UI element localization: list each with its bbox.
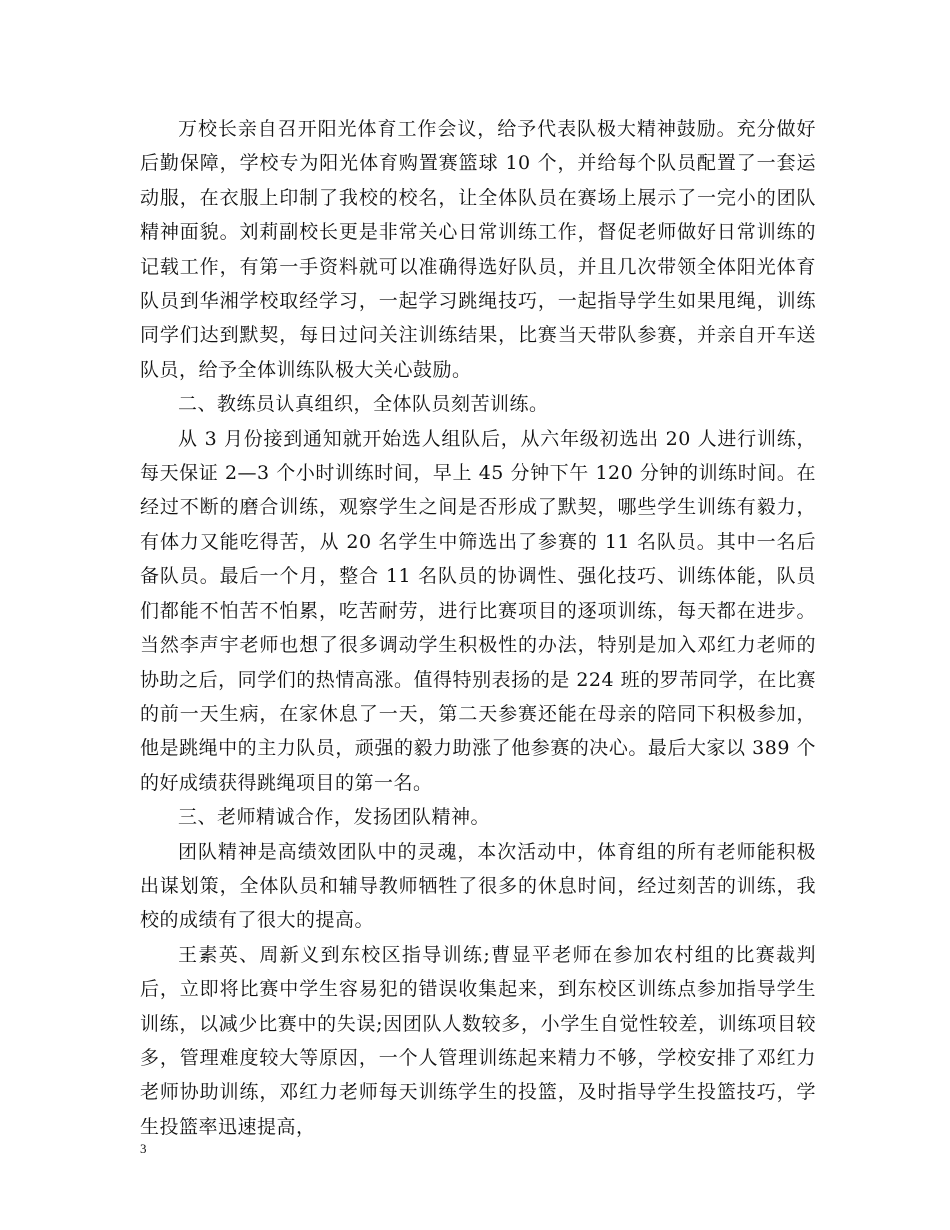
- page-number: 3: [140, 1141, 147, 1156]
- paragraph-team-training: 从 3 月份接到通知就开始选人组队后，从六年级初选出 20 人进行训练，每天保证 2—3 个小时训练时间，早上 45 分钟下午 120 分钟的训练时间。在经过不断的磨合训练，观察学生之间是否形成了默契，哪些学生训练有毅力，有体力又能吃得苦，从 20 名学生中筛选出了参赛的 11 名队员。其中一名后备队员。最后一个月，整合 11 名队员的协调性、强化技巧、训练体能，队员们都能不怕苦不怕累，吃苦耐劳，进行比赛项目的逐项训练，每天都在进步。当然李声宇老师也想了很多调动学生积极性的办法，特别是加入邓红力老师的协助之后，同学们的热情高涨。值得特别表扬的是 224 班的罗芾同学，在比赛的前一天生病，在家休息了一天，第二天参赛还能在母亲的陪同下积极参加，他是跳绳中的主力队员，顽强的毅力助涨了他参赛的决心。最后大家以 389 个的好成绩获得跳绳项目的第一名。: [140, 427, 816, 794]
- paragraph-principal-support: 万校长亲自召开阳光体育工作会议，给予代表队极大精神鼓励。充分做好后勤保障，学校专为阳光体育购置赛篮球 10 个，并给每个队员配置了一套运动服，在衣服上印制了我校的校名，让全体队员在赛场上展示了一完小的团队精神面貌。刘莉副校长更是非常关心日常训练工作，督促老师做好日常训练的记载工作，有第一手资料就可以准确得选好队员，并且几次带领全体阳光体育队员到华湘学校取经学习，一起学习跳绳技巧，一起指导学生如果甩绳，训练同学们达到默契，每日过问关注训练结果，比赛当天带队参赛，并亲自开车送队员，给予全体训练队极大关心鼓励。: [140, 118, 816, 381]
- document-body: [140, 112, 816, 1144]
- heading-section-three: 三、老师精诚合作，发扬团队精神。: [178, 806, 491, 829]
- heading-section-two: 二、教练员认真组织，全体队员刻苦训练。: [178, 393, 549, 416]
- paragraph-teacher-cooperation: 王素英、周新义到东校区指导训练;曹显平老师在参加农村组的比赛裁判后，立即将比赛中学生容易犯的错误收集起来，到东校区训练点参加指导学生训练，以减少比赛中的失误;因团队人数较多，小学生自觉性较差，训练项目较多，管理难度较大等原因，一个人管理训练起来精力不够，学校安排了邓红力老师协助训练，邓红力老师每天训练学生的投篮，及时指导学生投篮技巧，学生投篮率迅速提高，: [140, 943, 816, 1138]
- paragraph-team-spirit: 团队精神是高绩效团队中的灵魂，本次活动中，体育组的所有老师能积极出谋划策，全体队员和辅导教师牺牲了很多的休息时间，经过刻苦的训练，我校的成绩有了很大的提高。: [140, 840, 816, 932]
